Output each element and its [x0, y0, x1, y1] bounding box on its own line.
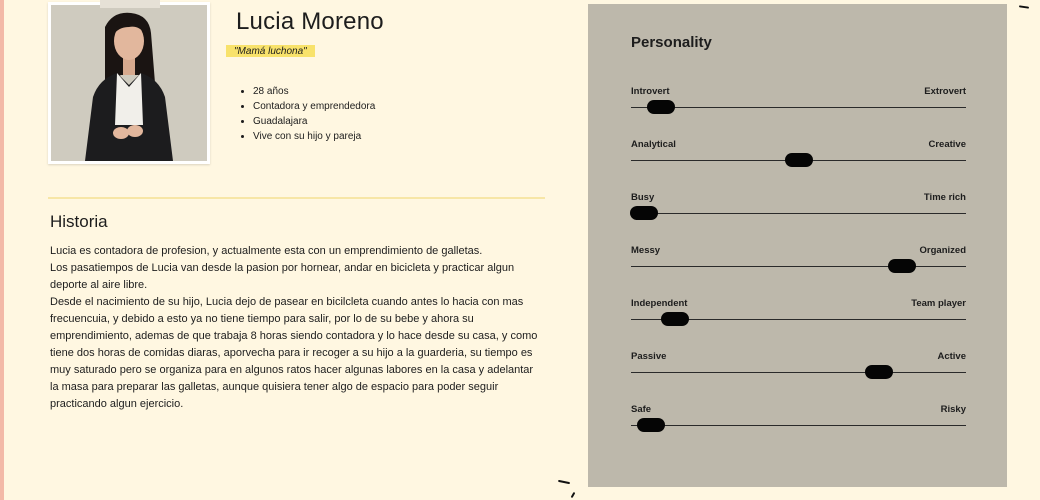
personality-title: Personality [631, 34, 712, 51]
trait-left-label: Analytical [631, 139, 676, 150]
trait-passive-active [631, 351, 966, 391]
persona-name: Lucia Moreno [236, 8, 384, 35]
fact-location: • Guadalajara [253, 114, 375, 129]
trait-slider-knob[interactable] [888, 259, 916, 273]
personality-panel [588, 4, 1007, 487]
trait-messy-organized [631, 245, 966, 285]
trait-right-label: Organized [919, 245, 966, 256]
decorative-stroke [1019, 5, 1029, 8]
trait-analytical-creative [631, 139, 966, 179]
trait-left-label: Independent [631, 298, 688, 309]
section-divider [48, 197, 545, 199]
trait-left-label: Passive [631, 351, 667, 362]
trait-slider-knob[interactable] [630, 206, 658, 220]
trait-slider-knob[interactable] [637, 418, 665, 432]
persona-facts [240, 84, 375, 144]
trait-slider-knob[interactable] [661, 312, 689, 326]
profile-photo [51, 5, 207, 161]
profile-photo-card [48, 2, 210, 164]
left-edge-accent [0, 0, 4, 500]
trait-slider-knob[interactable] [647, 100, 675, 114]
trait-track [631, 425, 966, 426]
decorative-stroke [558, 480, 570, 484]
trait-busy-timerich [631, 192, 966, 232]
trait-independent-teamplayer [631, 298, 966, 338]
trait-slider-knob[interactable] [865, 365, 893, 379]
photo-tape [100, 0, 160, 8]
historia-paragraph: Lucia es contadora de profesion, y actualmente esta con un emprendimiento de galletas. [50, 245, 483, 257]
trait-left-label: Safe [631, 404, 652, 415]
trait-track [631, 213, 966, 214]
fact-household: • Vive con su hijo y pareja [253, 129, 375, 144]
trait-right-label: Time rich [923, 192, 966, 203]
trait-right-label: Team player [911, 298, 966, 309]
decorative-stroke [571, 492, 576, 498]
trait-right-label: Active [937, 351, 966, 362]
trait-slider-knob[interactable] [785, 153, 813, 167]
fact-occupation: • Contadora y emprendedora [253, 99, 375, 114]
historia-text [50, 243, 540, 413]
persona-quote: "Mamá luchona" [226, 45, 315, 57]
historia-paragraph: Los pasatiempos de Lucia van desde la pasion por hornear, andar en bicicleta y practicar algun deporte al aire libre. [50, 262, 515, 291]
trait-safe-risky [631, 404, 966, 444]
trait-track [631, 372, 966, 373]
trait-track [631, 107, 966, 108]
trait-right-label: Risky [940, 404, 966, 415]
trait-left-label: Messy [631, 245, 661, 256]
trait-left-label: Introvert [631, 86, 670, 97]
fact-age: • 28 años [253, 84, 375, 99]
trait-introvert-extrovert [631, 86, 966, 126]
trait-right-label: Creative [928, 139, 966, 150]
historia-paragraph: Desde el nacimiento de su hijo, Lucia dejo de pasear en bicilcleta cuando antes lo hacia con mas frecuencuia, y debido a esto ya no tiene tiempo para salir, por lo de su bebe y ahora su emprendimiento, ademas de que trabaja 8 horas siendo contadora y lo hace desde su casa, y como tiene dos horas de comidas diaras, aporvecha para ir recoger a su hijo a la guarderia, su tiempo es muy saturado pero se organiza para en algunos ratos hacer algunas labores en la casa y adelantar la masa para preparar las galletas, aunque quisiera tener algo de espacio para poder seguir practicando algun ejercicio. [50, 296, 538, 410]
trait-left-label: Busy [631, 192, 655, 203]
trait-right-label: Extrovert [924, 86, 966, 97]
historia-title: Historia [50, 212, 108, 231]
